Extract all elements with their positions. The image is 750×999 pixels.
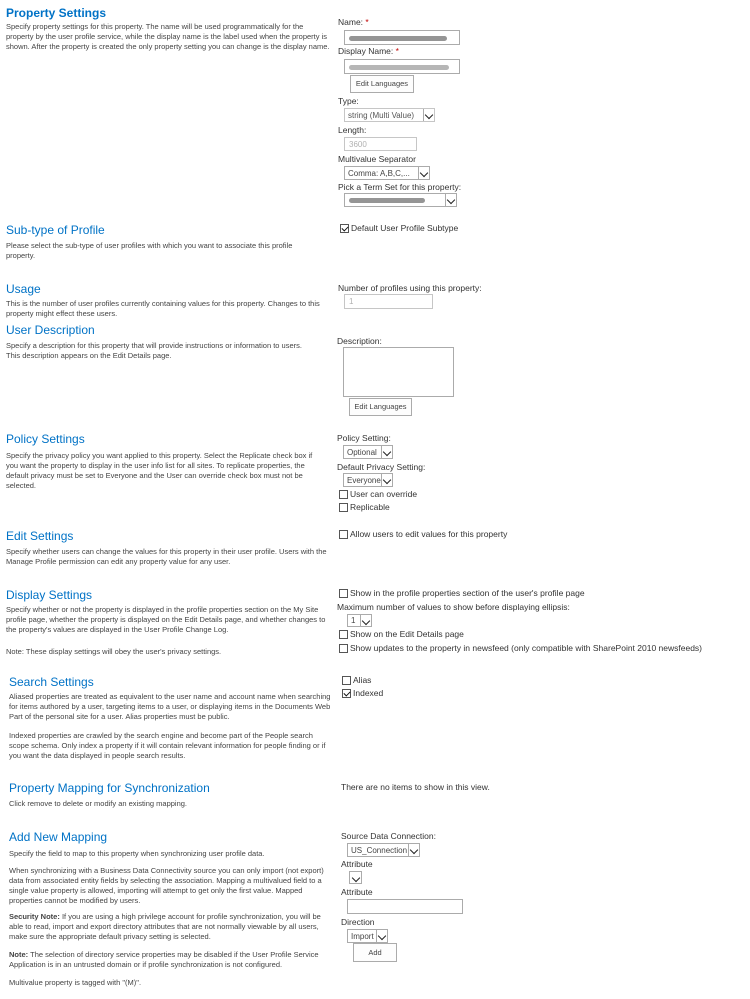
type-select[interactable]: string (Multi Value): [344, 108, 435, 122]
search-settings-description-alias: Aliased properties are treated as equivalent to the user name and account name when searching for items authored by a user, targeting items to a user, or displaying items in the Documents Web Part of the personal site for a user. Alias properties must be public.: [9, 692, 331, 721]
property-mapping-description: Click remove to delete or modify an existing mapping.: [9, 799, 188, 808]
required-marker: *: [395, 46, 399, 56]
show-updates-label: Show updates to the property in newsfeed (only compatible with SharePoint 2010 newsfeeds): [350, 643, 703, 653]
chevron-down-icon: [360, 615, 371, 626]
display-name-input[interactable]: [344, 59, 460, 74]
user-description-text: Specify a description for this property that will provide instructions or information to users. This description appears on the Edit Details page.: [6, 341, 302, 360]
show-in-profile-checkbox[interactable]: [339, 589, 348, 598]
policy-setting-select[interactable]: Optional: [343, 445, 393, 459]
show-on-edit-label: Show on the Edit Details page: [350, 629, 464, 639]
edit-settings-heading: Edit Settings: [6, 529, 74, 543]
empty-mapping-message: There are no items to show in this view.: [341, 782, 490, 792]
chevron-down-icon: [376, 930, 387, 942]
multivalue-separator-label: Multivalue Separator: [338, 154, 416, 164]
show-on-edit-checkbox[interactable]: [339, 630, 348, 639]
chevron-down-icon: [418, 167, 429, 179]
length-input[interactable]: 3600: [344, 137, 417, 151]
redacted-text: [349, 36, 447, 41]
search-settings-description-indexed: Indexed properties are crawled by the search engine and become part of the People search scope schema. Only index a property if it will contain relevant information for people finding or if you want the data displayed in people search results.: [9, 731, 326, 760]
show-in-profile-label: Show in the profile properties section of the user's profile page: [350, 588, 585, 598]
display-name-label: Display Name: *: [338, 46, 399, 56]
chevron-down-icon: [381, 446, 392, 458]
allow-edit-checkbox[interactable]: [339, 530, 348, 539]
user-can-override-checkbox[interactable]: [339, 490, 348, 499]
replicable-label: Replicable: [350, 502, 390, 512]
term-set-select[interactable]: [344, 193, 457, 207]
name-input[interactable]: [344, 30, 460, 45]
policy-setting-label: Policy Setting:: [337, 433, 391, 443]
attribute-select[interactable]: [349, 871, 362, 884]
display-settings-note: Note: These display settings will obey the user's privacy settings.: [6, 647, 222, 656]
indexed-label: Indexed: [353, 688, 384, 698]
security-note: Security Note: If you are using a high privilege account for profile synchronization, you will be able to read, import and export directory attributes that are not normally viewable by all users, make sure the appropriate default privacy setting is selected.: [9, 912, 321, 941]
edit-languages-button[interactable]: Edit Languages: [350, 75, 414, 93]
name-label: Name: *: [338, 17, 369, 27]
edit-languages-button-description[interactable]: Edit Languages: [349, 398, 412, 416]
user-can-override-label: User can override: [350, 489, 418, 499]
usage-heading: Usage: [6, 282, 41, 296]
required-marker: *: [365, 17, 369, 27]
description-label: Description:: [337, 336, 382, 346]
indexed-checkbox[interactable]: [342, 689, 351, 698]
default-privacy-label: Default Privacy Setting:: [337, 462, 426, 472]
chevron-down-icon: [408, 844, 419, 856]
property-settings-heading: Property Settings: [6, 6, 107, 20]
chevron-down-icon: [381, 474, 392, 486]
attribute-label: Attribute: [341, 859, 373, 869]
length-label: Length:: [338, 125, 367, 135]
default-subtype-label: Default User Profile Subtype: [351, 223, 459, 233]
policy-settings-heading: Policy Settings: [6, 432, 85, 446]
multivalue-tag-note: Multivalue property is tagged with "(M)".: [9, 978, 142, 987]
default-subtype-checkbox[interactable]: [340, 224, 349, 233]
policy-settings-description: Specify the privacy policy you want applied to this property. Select the Replicate check box if you want the property to display in the user info list for all sites. To replicate properties, the default privacy must be set to Everyone and the User can override check box must not be selected.: [6, 451, 313, 490]
max-values-label: Maximum number of values to show before displaying ellipsis:: [337, 602, 570, 612]
alias-checkbox[interactable]: [342, 676, 351, 685]
default-privacy-select[interactable]: Everyone: [343, 473, 393, 487]
add-mapping-heading: Add New Mapping: [9, 830, 108, 844]
add-mapping-bdc-note: When synchronizing with a Business Data Connectivity source you can only import (not export) data from associated entity fields by selecting the association. Mapping a multivalued field to a single value property is allowed, importing will attempt to get only the first value. Mapped properties cannot be modified by users.: [9, 866, 324, 905]
redacted-text: [349, 65, 449, 70]
multivalue-separator-select[interactable]: Comma: A,B,C,...: [344, 166, 430, 180]
display-settings-heading: Display Settings: [6, 588, 93, 602]
attribute-text-label: Attribute: [341, 887, 373, 897]
description-textarea[interactable]: [343, 347, 454, 397]
chevron-down-icon: [445, 194, 456, 206]
source-connection-select[interactable]: US_Connection: [347, 843, 420, 857]
directory-note: Note: The selection of directory service properties may be disabled if the User Profile Service Application is in an untrusted domain or if profile synchronization is not configured.: [9, 950, 319, 969]
add-mapping-description: Specify the field to map to this property when synchronizing user profile data.: [9, 849, 265, 858]
type-label: Type:: [338, 96, 359, 106]
edit-settings-description: Specify whether users can change the values for this property in their user profile. Users with the Manage Profile permission can edit any property value for any user.: [6, 547, 327, 566]
profile-count-label: Number of profiles using this property:: [338, 283, 482, 293]
subtype-heading: Sub-type of Profile: [6, 223, 105, 237]
subtype-description: Please select the sub-type of user profiles with which you want to associate this profile property.: [6, 241, 293, 260]
allow-edit-label: Allow users to edit values for this property: [350, 529, 508, 539]
property-mapping-heading: Property Mapping for Synchronization: [9, 781, 210, 795]
chevron-down-icon: [423, 109, 434, 121]
show-updates-checkbox[interactable]: [339, 644, 348, 653]
search-settings-heading: Search Settings: [9, 675, 94, 689]
replicable-checkbox[interactable]: [339, 503, 348, 512]
direction-select[interactable]: Import: [347, 929, 388, 943]
redacted-text: [349, 198, 425, 203]
term-set-label: Pick a Term Set for this property:: [338, 182, 462, 192]
profile-count-field: 1: [344, 294, 433, 309]
display-settings-description: Specify whether or not the property is displayed in the profile properties section on the My Site profile page, whether the property is displayed on the Edit Details page, and whether changes to the property's values are displayed in the User Profile Change Log.: [6, 605, 326, 634]
usage-description: This is the number of user profiles currently containing values for this property. Changes to this property might effect these users.: [6, 299, 320, 318]
add-mapping-button[interactable]: Add: [353, 943, 397, 962]
user-description-heading: User Description: [6, 323, 95, 337]
source-connection-label: Source Data Connection:: [341, 831, 436, 841]
max-values-select[interactable]: 1: [347, 614, 372, 627]
direction-label: Direction: [341, 917, 375, 927]
property-settings-description: Specify property settings for this property. The name will be used programmatically for the property by the user profile service, while the display name is the label used when the property is shown. After the property is created the only property setting you can change is the display name.: [6, 22, 330, 51]
attribute-input[interactable]: [347, 899, 463, 914]
alias-label: Alias: [353, 675, 372, 685]
